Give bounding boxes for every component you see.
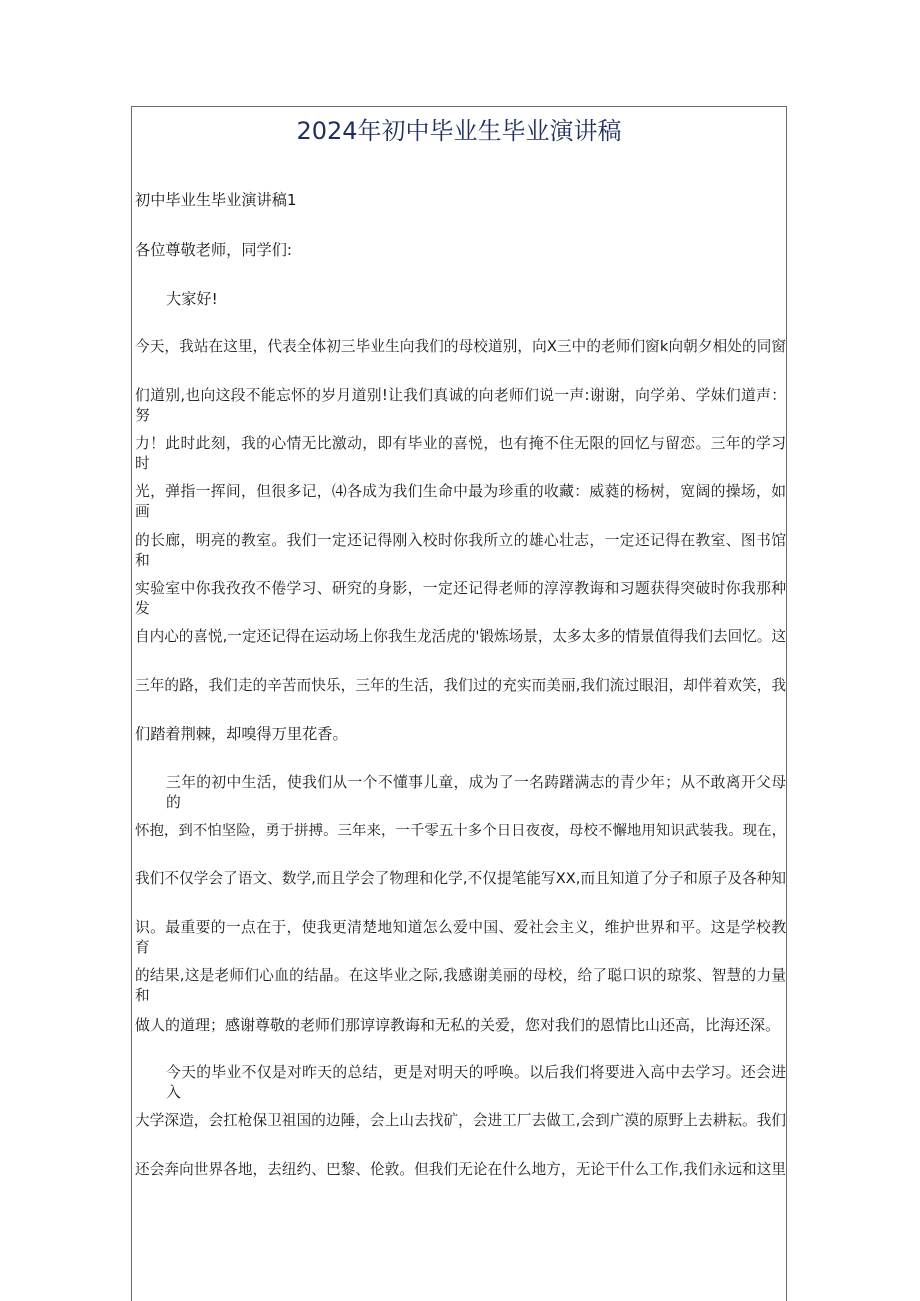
paragraph1-line: 们道别,也向这段不能忘怀的岁月道别!让我们真诚的向老师们说一声:谢谢，向学弟、学妹们道声：努 — [135, 387, 786, 424]
paragraph3-line: 今天的毕业不仅是对昨天的总结，更是对明天的呼唤。以后我们将要进入高中去学习。还会进入 — [166, 1064, 786, 1101]
paragraph2-line: 怀抱，到不怕坚险，勇于拼搏。三年来，一千零五十多个日日夜夜，母校不懈地用知识武装我。现在， — [135, 823, 786, 839]
paragraph2-line: 三年的初中生活，使我们从一个不懂事儿童，成为了一名踌躇满志的青少年；从不敢离开父母的 — [166, 774, 786, 811]
section-subtitle: 初中毕业生毕业演讲稿1 — [135, 191, 297, 209]
document-title: 2024年初中毕业生毕业演讲稿 — [296, 117, 622, 145]
paragraph2-line: 做人的道理；感谢尊敬的老师们那谆谆教诲和无私的关爱，您对我们的恩情比山还高，比海还深。 — [135, 1016, 781, 1034]
paragraph3-line: 还会奔向世界各地，去纽约、巴黎、伦敦。但我们无论在什么地方，无论干什么工作,我们永远和这里 — [135, 1161, 786, 1178]
paragraph1-line: 光，弹指一挥间，但很多记，⑷各成为我们生命中最为珍重的收藏：威蕤的杨树，宽阔的操场，如画 — [135, 483, 786, 520]
paragraph2-line: 我们不仅学会了语文、数学,而且学会了物理和化学,不仅提笔能写XX,而且知道了分子和原子及各种知 — [135, 870, 786, 887]
paragraph2-line: 的结果,这是老师们心血的结晶。在这毕业之际,我感谢美丽的母校，给了聪口识的琼浆、智慧的力量和 — [135, 967, 786, 1004]
paragraph1-line: 的长廊，明亮的教室。我们一定还记得刚入校时你我所立的雄心壮志，一定还记得在教室、图书馆和 — [135, 532, 786, 569]
paragraph1-line: 自内心的喜悦,一定还记得在运动场上你我生龙活虎的'锻炼场景，太多太多的情景值得我们去回忆。这 — [135, 628, 786, 645]
paragraph1-line: 今天，我站在这里，代表全体初三毕业生向我们的母校道别，向X三中的老师们窗k向朝夕相处的同窗 — [135, 338, 786, 355]
paragraph1-line: 实验室中你我孜孜不倦学习、研究的身影，一定还记得老师的淳淳教诲和习题获得突破时你我那种发 — [135, 580, 786, 617]
greeting: 大家好! — [166, 290, 218, 308]
salutation: 各位尊敬老师，同学们: — [135, 241, 292, 259]
paragraph3-line: 大学深造，会扛枪保卫祖国的边陲，会上山去找矿，会进工厂去做工,会到广漠的原野上去耕耘。我们 — [135, 1112, 786, 1129]
paragraph1-line: 力！此时此刻，我的心情无比激动，即有毕业的喜悦，也有掩不住无限的回忆与留恋。三年的学习时 — [135, 435, 786, 472]
paragraph1-line: 们踏着荆棘，却嗅得万里花香。 — [135, 725, 348, 743]
paragraph2-line: 识。最重要的一点在于，使我更清楚地知道怎么爱中国、爱社会主义，维护世界和平。这是学校教育 — [135, 919, 786, 956]
paragraph1-line: 三年的路，我们走的辛苦而快乐，三年的生活，我们过的充实而美丽,我们流过眼泪，却伴着欢笑，我 — [135, 677, 786, 694]
